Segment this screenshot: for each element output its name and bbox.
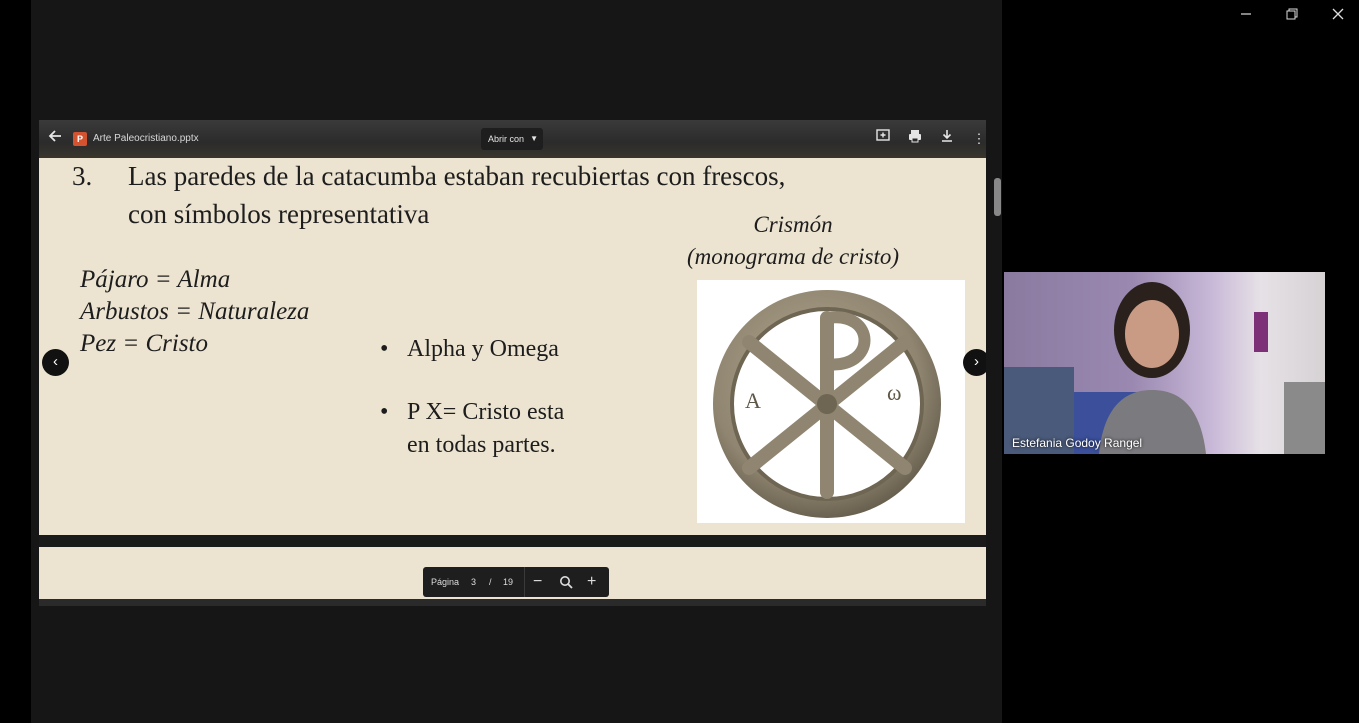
- viewer-scrollbar[interactable]: [994, 178, 1001, 216]
- previous-page-button[interactable]: ‹: [42, 349, 69, 376]
- chi-rho-image: [697, 280, 965, 523]
- bullet-dot: •: [380, 336, 389, 362]
- slide-heading-line1: Las paredes de la catacumba estaban recubiertas con frescos,: [128, 161, 786, 191]
- open-with-button[interactable]: [481, 128, 543, 150]
- bullet-text-cont: en todas partes.: [407, 432, 556, 458]
- close-icon[interactable]: [1323, 4, 1353, 26]
- heading-number: 3.: [72, 161, 93, 191]
- crismon-caption: [673, 209, 913, 273]
- participant-video-tile[interactable]: [1004, 272, 1325, 454]
- bullet-dot: •: [380, 399, 389, 425]
- current-page-input[interactable]: 3: [471, 577, 477, 587]
- crismon-title: Crismón: [753, 212, 833, 237]
- download-icon[interactable]: [937, 129, 957, 149]
- minimize-icon[interactable]: [1231, 4, 1261, 26]
- zoom-search-icon[interactable]: [559, 567, 573, 606]
- zoom-in-icon[interactable]: +: [587, 573, 597, 590]
- symbol-line: Pájaro = Alma: [80, 266, 231, 293]
- svg-text:ω: ω: [887, 380, 902, 405]
- restore-icon[interactable]: [1277, 4, 1307, 26]
- add-comment-icon[interactable]: [873, 129, 893, 149]
- caret-down-icon: ▼: [530, 134, 538, 143]
- bullet-text: Alpha y Omega: [407, 336, 559, 362]
- page-label: Página: [431, 577, 460, 587]
- more-vert-icon[interactable]: ⋮: [972, 131, 986, 146]
- slide-heading-line2: con símbolos representativa: [128, 199, 430, 229]
- powerpoint-file-icon: P: [73, 132, 87, 146]
- divider: [524, 567, 525, 597]
- back-arrow-icon[interactable]: [45, 129, 65, 149]
- open-with-label: Abrir con: [488, 134, 525, 144]
- document-viewer: [39, 120, 986, 606]
- svg-text:A: A: [745, 388, 761, 413]
- bullet-text: P X= Cristo esta: [407, 399, 565, 425]
- participant-name: Estefania Godoy Rangel: [1012, 436, 1143, 450]
- print-icon[interactable]: [905, 129, 925, 149]
- page-gap: [39, 535, 986, 547]
- next-page-button[interactable]: ›: [963, 349, 986, 376]
- zoom-out-icon[interactable]: −: [533, 573, 543, 590]
- total-pages: 19: [503, 577, 514, 587]
- crismon-subtitle: (monograma de cristo): [686, 244, 900, 269]
- symbol-line: Arbustos = Naturaleza: [80, 298, 310, 325]
- viewer-toolbar: [39, 120, 986, 158]
- symbol-line: Pez = Cristo: [80, 330, 208, 357]
- left-strip: [0, 0, 31, 723]
- slide-page-3: [39, 158, 986, 535]
- file-name: Arte Paleocristiano.pptx: [93, 133, 199, 144]
- page-controls: [423, 567, 609, 597]
- page-separator: /: [489, 577, 492, 587]
